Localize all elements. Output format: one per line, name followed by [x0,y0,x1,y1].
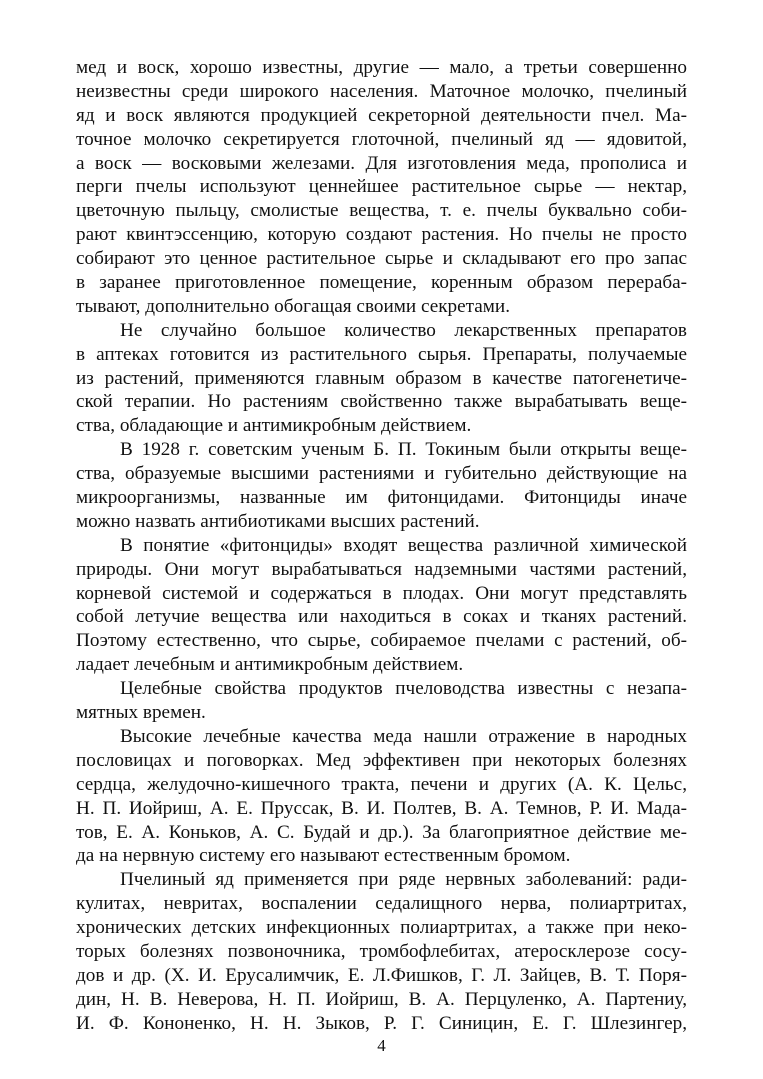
text-line: да на нервную систему его называют естественным бромом. [76,845,571,867]
text-line: Пчелиный яд применяется при ряде нервных заболеваний: ради- [120,869,687,891]
text-line: яд и воск являются продукцией секреторной деятельности пчел. Ма- [76,104,687,126]
text-line: неизвестны среди широкого населения. Маточное молочко, пчелиный [76,80,687,102]
text-line: Не случайно большое количество лекарственных препаратов [120,319,687,341]
paragraph [76,438,687,534]
text-line: в аптеках готовится из растительного сырья. Препараты, получаемые [76,343,687,365]
body-text [76,56,687,1036]
text-line: цветочную пыльцу, смолистые вещества, т. е. пчелы буквально соби- [76,200,687,222]
paragraph [76,319,687,438]
text-line: собой летучие вещества или находиться в соках и тканях растений. [76,606,687,628]
text-line: ладает лечебным и антимикробным действием. [76,654,464,676]
text-line: природы. Они могут вырабатываться надземными частями растений, [76,558,687,580]
text-line: перги пчелы используют ценнейшее растительное сырье — нектар, [76,176,687,198]
text-line: пословицах и поговорках. Мед эффективен при некоторых болезнях [76,749,687,771]
text-line: рают квинтэссенцию, которую создают растения. Но пчелы не просто [76,224,687,246]
text-line: мятных времен. [76,702,206,724]
text-line: из растений, применяются главным образом в качестве патогенетиче- [76,367,687,389]
text-line: В 1928 г. советским ученым Б. П. Токиным были открыты веще- [120,439,687,461]
text-line: точное молочко секретируется глоточной, пчелиный яд — ядовитой, [76,128,687,150]
page-number: 4 [377,1036,386,1055]
text-line: тывают, дополнительно обогащая своими секретами. [76,295,510,317]
text-line: И. Ф. Кононенко, Н. Н. Зыков, Р. Г. Синицин, Е. Г. Шлезингер, [76,1012,687,1034]
text-line: в заранее приготовленное помещение, коренным образом перераба- [76,272,687,294]
text-line: собирают это ценное растительное сырье и складывают его про запас [76,248,687,270]
text-line: кулитах, невритах, воспалении седалищного нерва, полиартритах, [76,893,687,915]
paragraph [76,868,687,1035]
paragraph [76,725,687,868]
text-line: корневой системой и содержаться в плодах. Они могут представлять [76,582,687,604]
paragraph [76,56,687,319]
text-line: Н. П. Иойриш, А. Е. Пруссак, В. И. Полтев, В. А. Темнов, Р. И. Мада- [76,797,687,819]
text-line: можно назвать антибиотиками высших растений. [76,510,480,532]
text-line: мед и воск, хорошо известны, другие — мало, а третьи совершенно [76,57,687,78]
text-line: микроорганизмы, названные им фитонцидами. Фитонциды иначе [76,487,687,509]
text-line: В понятие «фитонциды» входят вещества различной химической [120,534,687,556]
text-line: ства, обладающие и антимикробным действием. [76,415,472,437]
text-line: дов и др. (Х. И. Ерусалимчик, Е. Л.Фишков, Г. Л. Зайцев, В. Т. Поря- [76,964,687,986]
text-line: дин, Н. В. Неверова, Н. П. Иойриш, В. А. Перцуленко, А. Партениу, [76,988,687,1010]
text-line: а воск — восковыми железами. Для изготовления меда, прополиса и [76,152,687,174]
paragraph [76,677,687,725]
paragraph [76,534,687,677]
text-line: ства, образуемые высшими растениями и губительно действующие на [76,463,687,485]
text-line: тов, Е. А. Коньков, А. С. Будай и др.). За благоприятное действие ме- [76,821,687,843]
text-line: Высокие лечебные качества меда нашли отражение в народных [120,725,687,747]
text-line: Целебные свойства продуктов пчеловодства известны с незапа- [120,678,687,700]
text-line: хронических детских инфекционных полиартритах, а также при неко- [76,917,687,939]
text-line: сердца, желудочно-кишечного тракта, печени и других (А. К. Цельс, [76,773,687,795]
text-line: торых болезнях позвоночника, тромбофлебитах, атеросклерозе сосу- [76,940,687,962]
text-line: Поэтому естественно, что сырье, собираемое пчелами с растений, об- [76,630,687,652]
text-line: ской терапии. Но растениям свойственно также вырабатывать веще- [76,391,687,413]
